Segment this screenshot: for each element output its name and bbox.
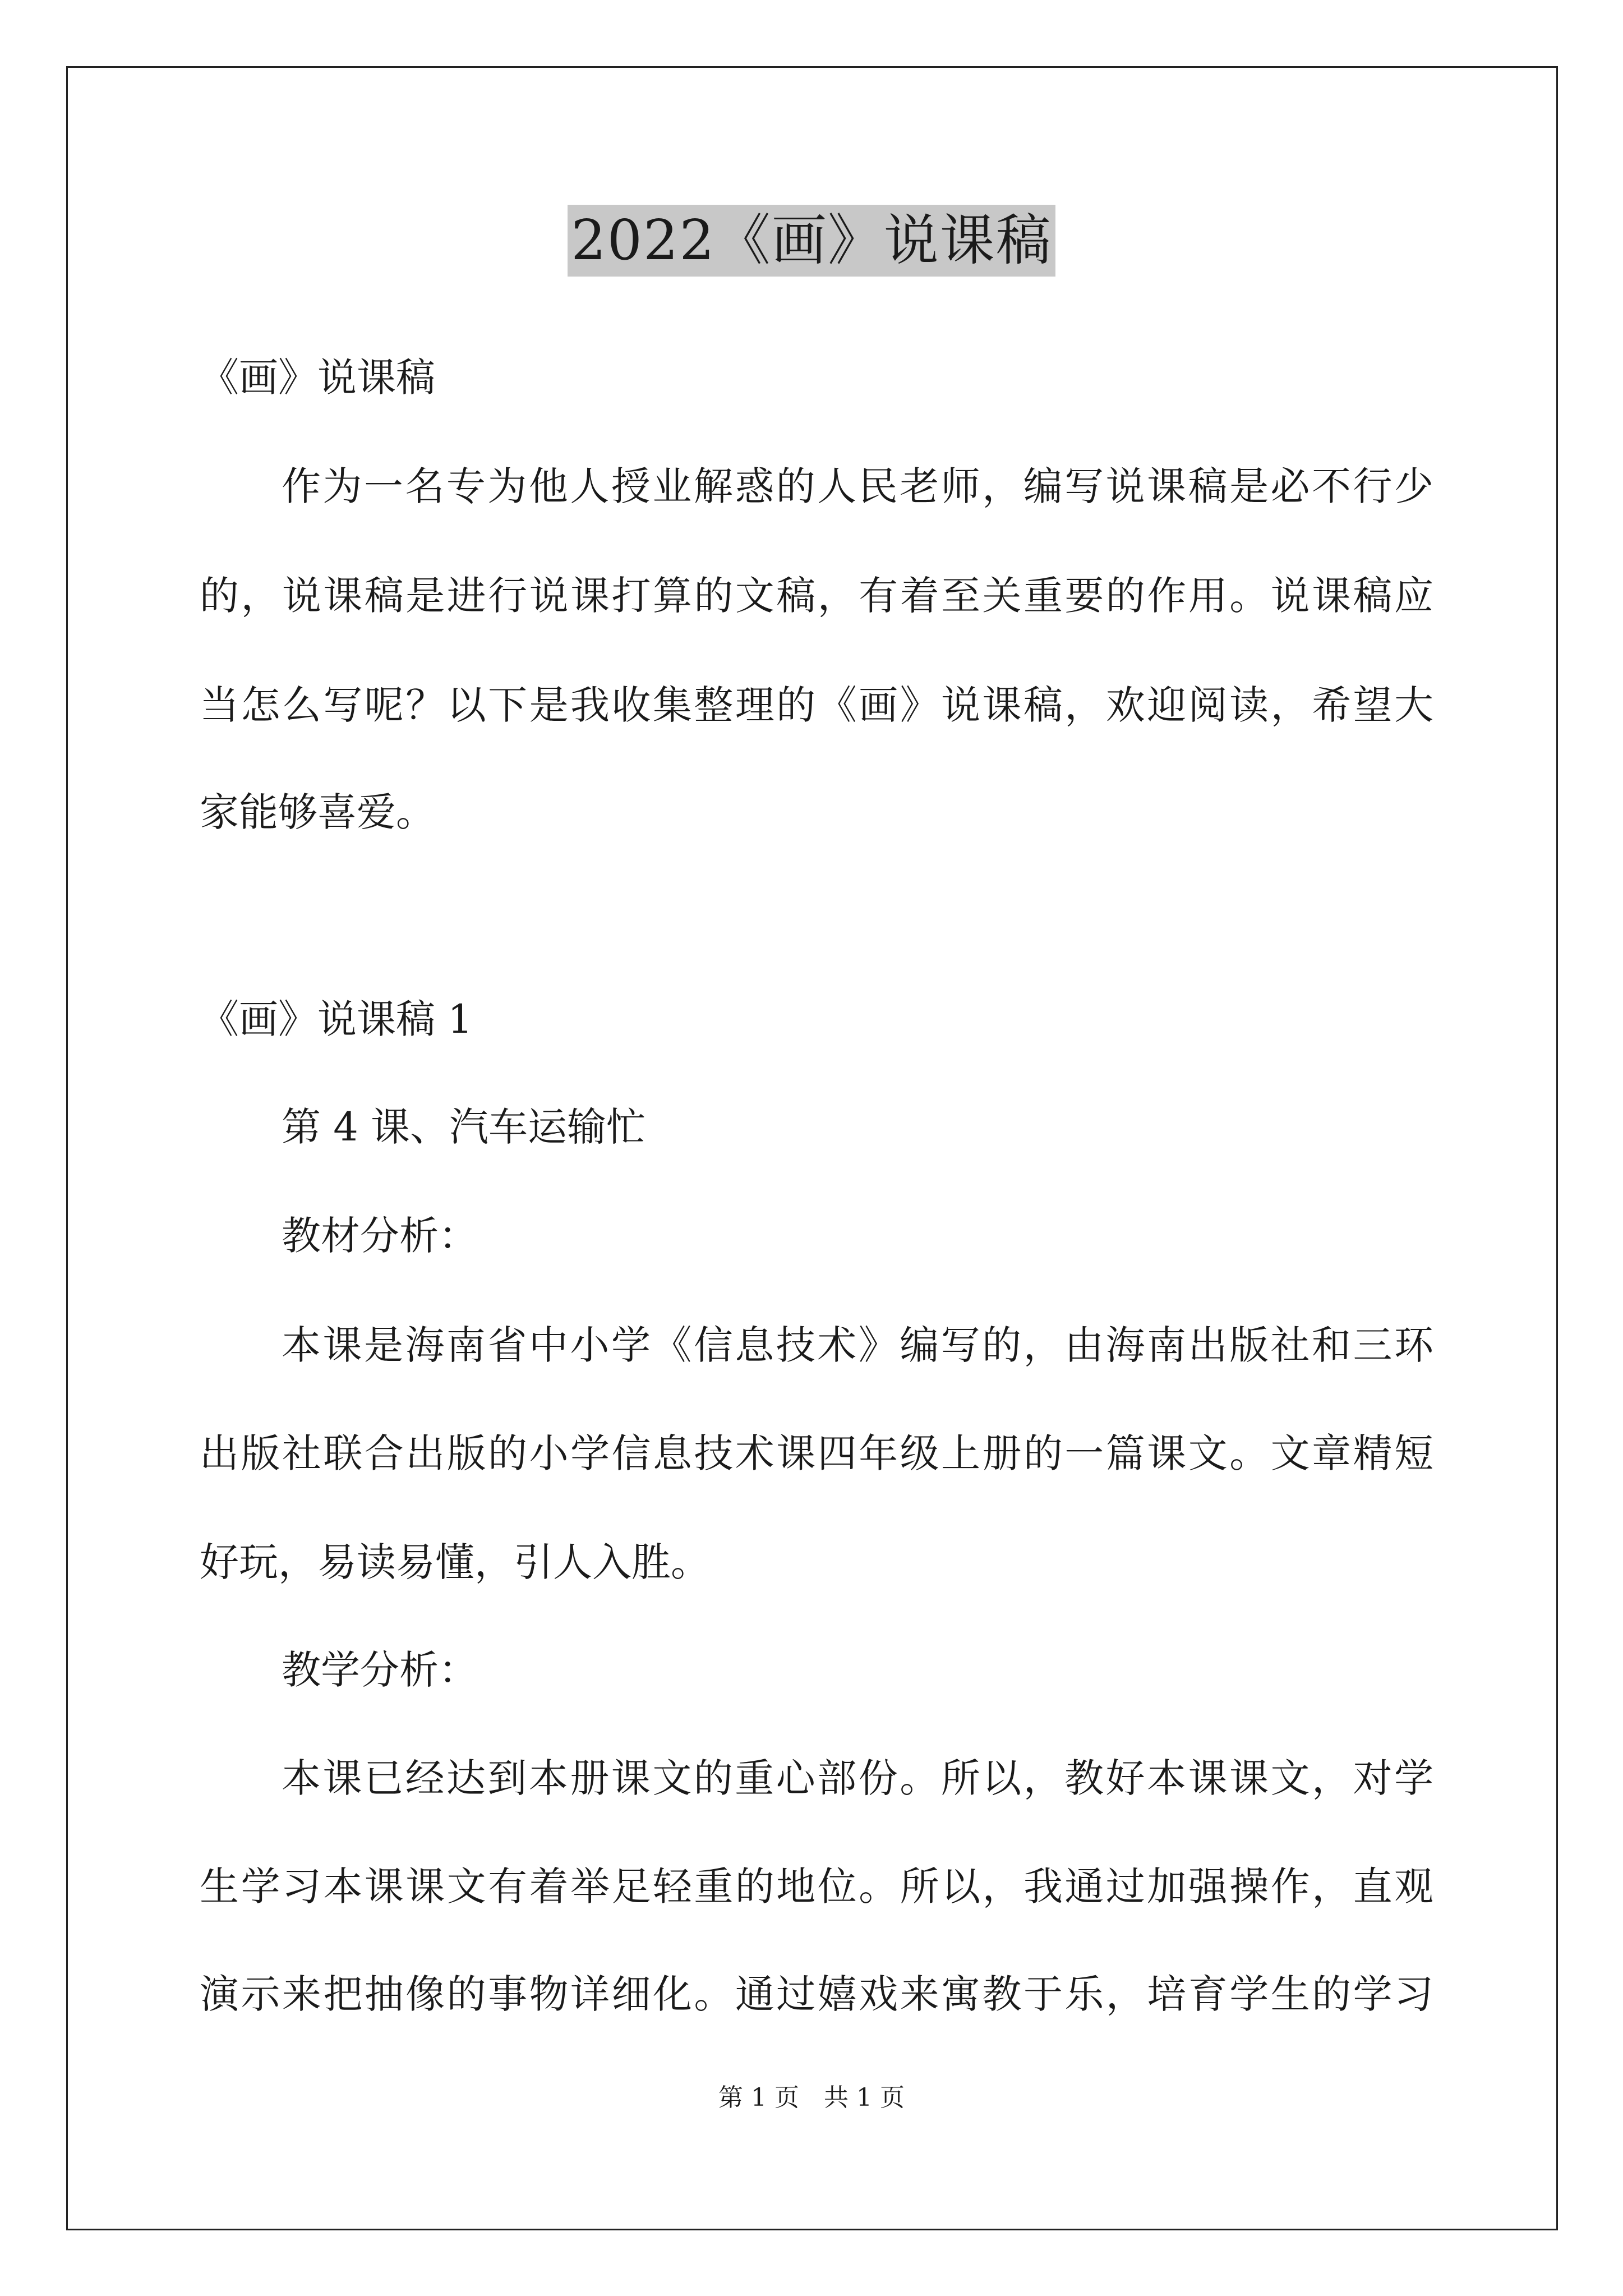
section-heading: 《画》说课稿 1 — [200, 996, 473, 1042]
teaching-heading: 教学分析： — [282, 1647, 478, 1693]
material-line-2: 出版社联合出版的小学信息技术课四年级上册的一篇课文。文章精短 — [200, 1430, 1433, 1476]
intro-line-1: 作为一名专为他人授业解惑的人民老师，编写说课稿是必不行少 — [282, 463, 1433, 509]
teaching-line-2: 生学习本课课文有着举足轻重的地位。所以，我通过加强操作，直观 — [200, 1864, 1433, 1910]
intro-line-2: 的，说课稿是进行说课打算的文稿，有着至关重要的作用。说课稿应 — [200, 573, 1433, 619]
intro-line-4: 家能够喜爱。 — [200, 789, 435, 835]
material-line-1: 本课是海南省中小学《信息技术》编写的，由海南出版社和三环 — [282, 1322, 1433, 1368]
teaching-line-1: 本课已经达到本册课文的重心部份。所以，教好本课课文，对学 — [282, 1755, 1433, 1801]
document-subtitle: 《画》说课稿 — [200, 355, 435, 401]
material-line-3: 好玩，易读易懂，引人入胜。 — [200, 1539, 710, 1585]
intro-line-3: 当怎么写呢？以下是我收集整理的《画》说课稿，欢迎阅读，希望大 — [200, 682, 1433, 728]
teaching-line-3: 演示来把抽像的事物详细化。通过嬉戏来寓教于乐，培育学生的学习 — [200, 1971, 1433, 2017]
material-heading: 教材分析： — [282, 1213, 478, 1259]
document-title: 2022《画》说课稿 — [568, 205, 1055, 277]
title-container — [0, 205, 1623, 277]
lesson-title: 第 4 课、汽车运输忙 — [282, 1104, 646, 1150]
page-footer — [0, 2082, 1623, 2114]
page-total: 共 1 页 — [824, 2083, 905, 2112]
page-number: 第 1 页 — [718, 2083, 799, 2112]
